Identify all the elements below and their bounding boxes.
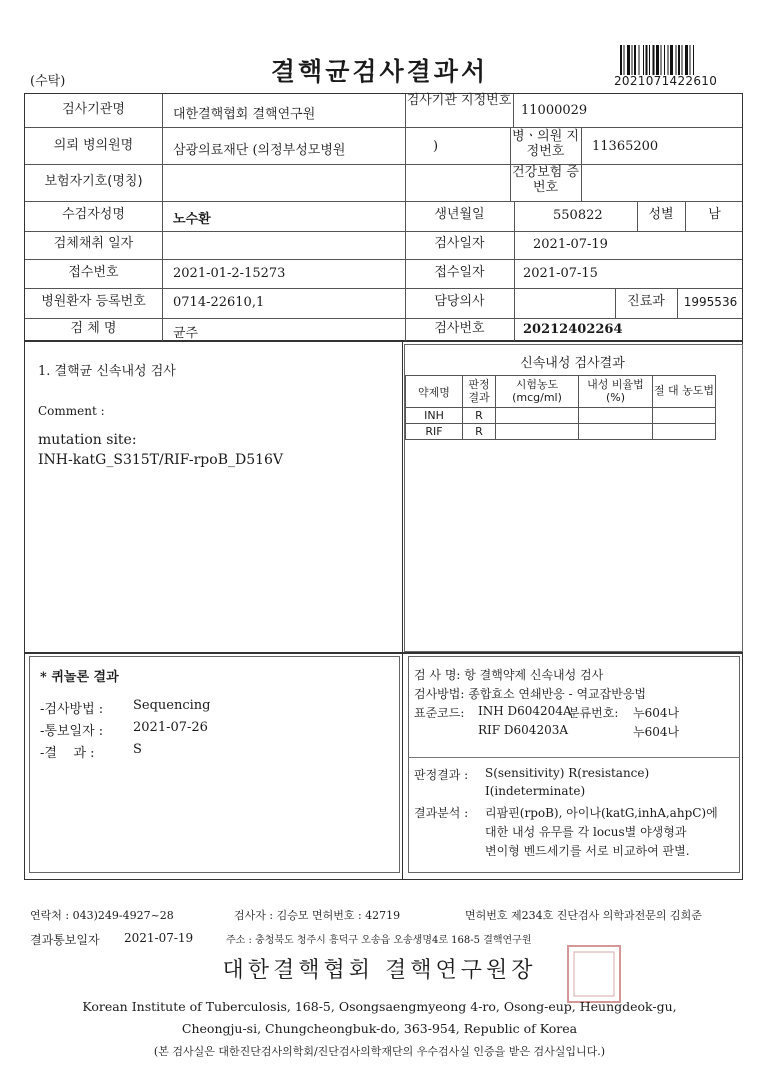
method-class-label: 분류번호: [568,706,619,720]
hospital-close-paren: ) [433,139,439,154]
birth-label: 생년월일 [434,207,485,222]
analysis-line-1: 리팜핀(rpoB), 아이나(katG,inhA,ahpC)에 [485,806,718,820]
row-absolute [653,424,716,440]
hospital-code-label: 병ㆍ의원 지정번호 [512,129,579,159]
quinolone-method-label: -검사방법 : [40,702,104,717]
row-ratio [579,408,653,424]
document-title: 결핵균검사결과서 [270,57,489,86]
notify-date-value: 2021-07-19 [124,931,194,945]
method-test-name: 검 사 명: 항 결핵약제 신속내성 검사 [414,668,604,682]
organization-name: 대한결핵협회 결핵연구원장 [222,958,537,983]
judge-label: 판정결과 : [414,768,469,782]
mutation-title: mutation site: [38,432,137,448]
health-card-label: 건강보험 증번호 [512,165,579,195]
address: 주소 : 충청북도 청주시 흥덕구 오송읍 오송생명4로 168-5 결핵연구원 [226,935,532,946]
quinolone-notify-label: -통보일자 : [40,724,104,739]
susceptibility-table [405,375,716,440]
english-address-line-1: Korean Institute of Tuberculosis, 168-5, Osongsaengmyeong 4-ro, Osong-eup, Heungdeok-gu, [82,999,677,1014]
document-note: (수탁) [30,74,66,89]
agency-code-label: 검사기관 지정번호 [406,93,512,108]
method-code-label: 표준코드: [414,706,465,720]
receipt-date-label: 접수일자 [434,265,485,280]
hospital-value: 삼광의료재단 (의정부성모병원 [173,143,346,158]
insurance-label: 보험자기호(명칭) [44,174,143,189]
sex-value: 남 [708,207,721,222]
table-row [406,424,716,440]
quinolone-method-value: Sequencing [133,698,211,713]
header-ratio: 내성 비율법(%) [579,376,653,408]
method-divider [408,757,740,758]
judge-line-1: S(sensitivity) R(resistance) [485,766,650,780]
header-absolute: 절 대 농도법 [653,376,716,408]
method-code-1: INH D604204A [478,704,572,718]
row-drug: RIF [406,424,463,440]
row-ratio [579,424,653,440]
receipt-no-value: 2021-01-2-15273 [173,266,286,281]
test-date-label: 검사일자 [434,236,485,251]
notify-date-label: 결과통보일자 [30,933,100,947]
quinolone-result-value: S [133,742,142,757]
analysis-line-2: 대한 내성 유무를 각 locus별 야생형과 [485,825,687,839]
patient-name-value: 노수환 [173,212,211,227]
row-result: R [463,408,496,424]
hospital-label: 의뢰 병의원명 [53,138,134,153]
quinolone-panel [29,656,400,873]
test-no-label: 검사번호 [434,321,485,336]
quinolone-result-label: -결 과 : [40,746,95,761]
certification-notice: (본 검사실은 대한진단검사의학회/진단검사의학재단의 우수검사실 인증을 받은 검사실입니다.) [153,1045,606,1058]
dept-value: 1995536 [683,295,738,309]
header-concentration: 시험농도 (mcg/ml) [496,376,579,408]
result-table-title: 신속내성 검사결과 [520,356,625,371]
row-absolute [653,408,716,424]
examiner-info: 검사자 : 김승모 면허번호 : 42719 [234,909,401,922]
row-conc [496,424,579,440]
header-drug: 약제명 [406,376,463,408]
quinolone-title: * 퀴놀론 결과 [40,670,119,685]
patient-reg-value: 0714-22610,1 [173,295,265,310]
agency-label: 검사기관명 [62,102,125,117]
comment-label: Comment : [38,404,105,418]
agency-value: 대한결핵협회 결핵연구원 [173,107,316,122]
test-no-value: 20212402264 [523,322,623,337]
contact-info: 연락처 : 043)249-4927~28 [30,909,174,922]
method-test-method: 검사방법: 종합효소 연쇄반응 - 역교잡반응법 [414,687,647,701]
receipt-date-value: 2021-07-15 [523,266,598,281]
agency-code-value: 11000029 [521,103,588,118]
doctor-label: 담당의사 [434,294,485,309]
row-conc [496,408,579,424]
judge-line-2: I(indeterminate) [485,784,586,798]
method-class-1: 누604나 [633,706,680,720]
dept-label: 진료과 [627,294,665,309]
sex-label: 성별 [648,207,674,222]
table-row [406,408,716,424]
row-drug: INH [406,408,463,424]
test-heading: 1. 결핵균 신속내성 검사 [38,364,176,379]
analysis-line-3: 변이형 벤드세기를 서로 비교하여 판별. [485,844,690,858]
specimen-label: 검 체 명 [70,321,117,336]
header-result: 판정 결과 [463,376,496,408]
barcode-number: 2021071422610 [614,74,718,88]
barcode-icon [620,45,728,75]
row-result: R [463,424,496,440]
patient-name-label: 수검자성명 [62,207,125,222]
analysis-label: 결과분석 : [414,806,469,820]
birth-value: 550822 [553,208,603,223]
patient-info-grid [24,93,743,341]
collect-date-label: 검체채취 일자 [53,236,134,251]
specimen-value: 균주 [173,326,199,341]
hospital-code-value: 11365200 [592,139,659,154]
method-class-2: 누604나 [633,725,680,739]
patient-reg-label: 병원환자 등록번호 [41,294,146,309]
license-info: 면허번호 제234호 진단검사 의학과전문의 김희준 [465,909,702,922]
english-address-line-2: Cheongju-si, Chungcheongbuk-do, 363-954, Republic of Korea [181,1021,578,1036]
quinolone-notify-value: 2021-07-26 [133,720,208,735]
method-code-2: RIF D604203A [478,723,569,737]
mutation-detail: INH-katG_S315T/RIF-rpoB_D516V [38,452,284,468]
test-date-value: 2021-07-19 [533,237,608,252]
receipt-no-label: 접수번호 [68,265,119,280]
